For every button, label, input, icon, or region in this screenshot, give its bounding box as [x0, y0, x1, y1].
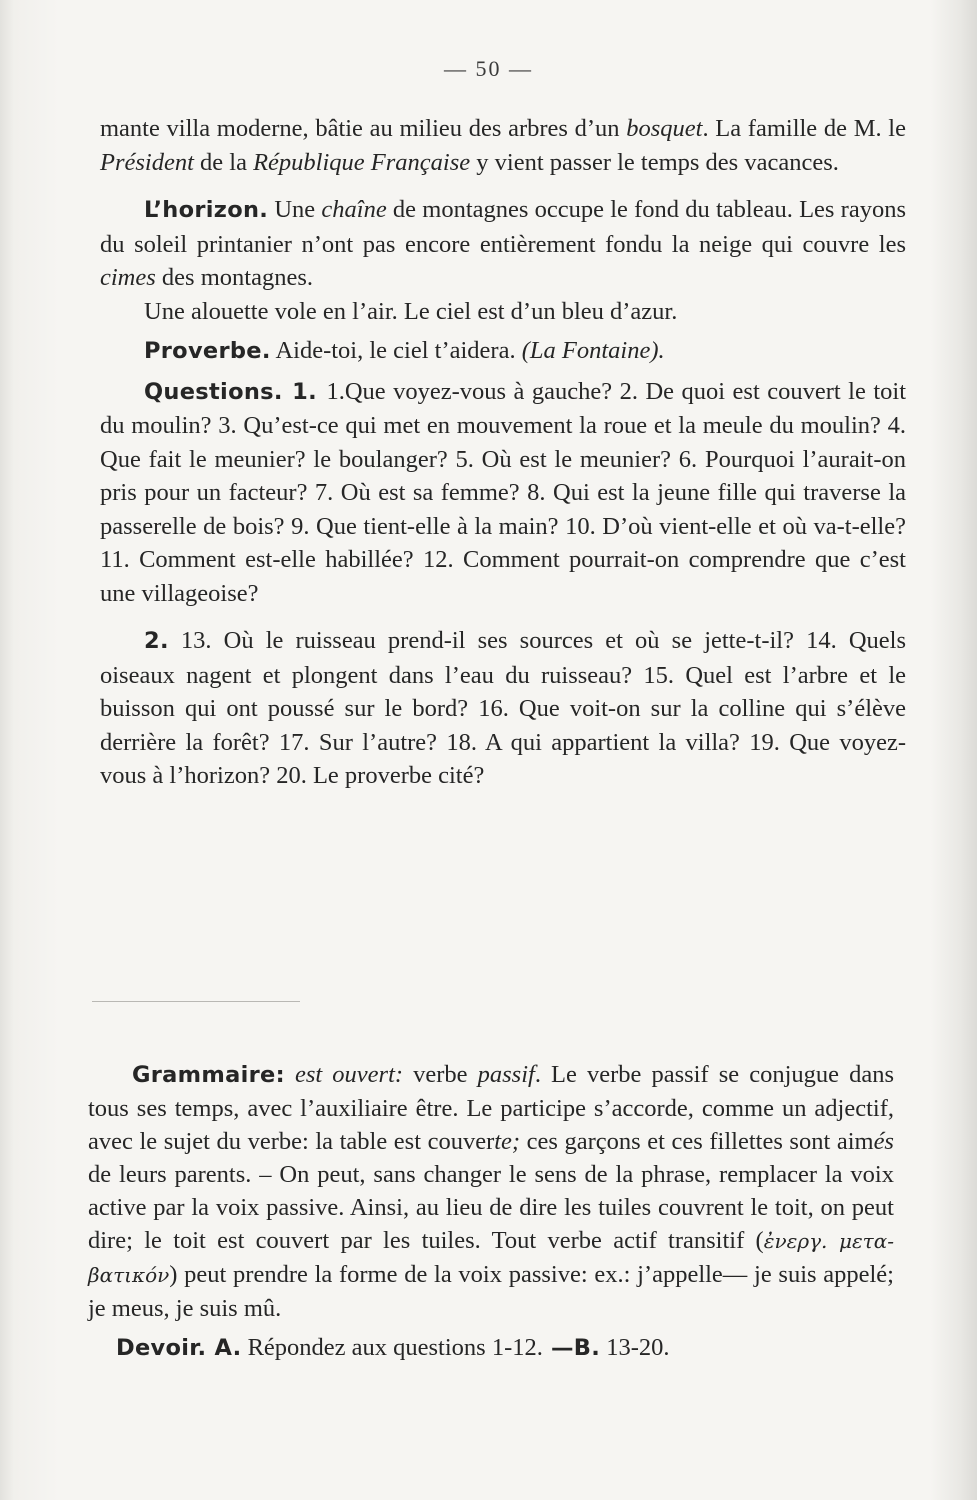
page-number: — 50 —	[444, 56, 533, 81]
questions-part-2: 2. 13. Où le ruisseau prend-il ses sources et où se jette-t-il? 14. Quels oiseaux nagent et plongent dans l’eau du ruisseau? 15. Quel est l’arbre et le buisson qui ont poussé sur le bord? 16. Que voit-on sur la colline qui s’élève derrière la forêt? 17. Sur l’autre? 18. A qui appartient la villa? 19. Que voyez-vous à l’horizon? 20. Le proverbe cité?	[100, 627, 906, 789]
alouette-sentence: Une alouette vole en l’air. Le ciel est d’un bleu d’azur.	[144, 297, 678, 325]
grammaire-paragraph: Grammaire: est ouvert: verbe passif. Le verbe passif se conjugue dans tous ses temps, avec l’auxiliaire être. Le participe s’accorde, comme un adjectif, avec le sujet du verbe: la table est couverte; ces garçons et ces fillettes sont aimés de leurs parents. – On peut, sans changer le sens de la phrase, remplacer la voix active par la voix passive. Ainsi, au lieu de dire les tuiles couvrent le toit, on peut dire; le toit est couvert par les tuiles. Tout verbe actif transitif (ἐνεργ. μετα-βατικόν) peut prendre la forme de la voix passive: ex.: j’appelle— je suis appelé; je meus, je suis mû.	[88, 1061, 895, 1322]
proverbe-heading: Proverbe.	[144, 338, 271, 364]
proverbe-paragraph: Proverbe. Aide-toi, le ciel t’aidera. (La Fontaine).	[144, 337, 665, 364]
lesson-text	[100, 112, 906, 793]
villa-paragraph: mante villa moderne, bâtie au milieu des arbres d’un bosquet. La famille de M. le Président de la République Française y vient passer le temps des vacances.	[100, 115, 906, 176]
devoir-paragraph: Devoir. A. Répondez aux questions 1-12. —B. 13-20.	[116, 1334, 670, 1361]
grammaire-heading: Grammaire:	[132, 1062, 285, 1088]
horizon-paragraph: L’horizon. Une chaîne de montagnes occupe le fond du tableau. Les rayons du soleil printanier n’ont pas encore entièrement fondu la neige qui couvre les cimes des montagnes.	[100, 196, 906, 291]
proverbe-source: (La Fontaine).	[521, 337, 665, 364]
devoir-heading: Devoir.	[116, 1335, 207, 1361]
section-divider	[92, 1001, 300, 1002]
horizon-heading: L’horizon.	[144, 197, 269, 223]
questions-part-1: Questions. 1. 1.Que voyez-vous à gauche? 2. De quoi est couvert le toit du moulin? 3. Qu’est-ce qui met en mouvement la roue et la meule du moulin? 4. Que fait le meunier? le boulanger? 5. Où est le meunier? 6. Pourquoi l’aurait-on pris pour un facteur? 7. Où est sa femme? 8. Qui est la jeune fille qui traverse la passerelle de bois? 9. Que tient-elle à la main? 10. D’où vient-elle et où va-t-elle? 11. Comment est-elle habillée? 12. Comment pourrait-on comprendre que c’est une villageoise?	[100, 377, 906, 607]
greek-term: ἐνεργ. μετα-βατικόν	[88, 1229, 895, 1287]
questions-heading: Questions.	[144, 378, 283, 405]
grammar-section	[88, 1058, 894, 1365]
